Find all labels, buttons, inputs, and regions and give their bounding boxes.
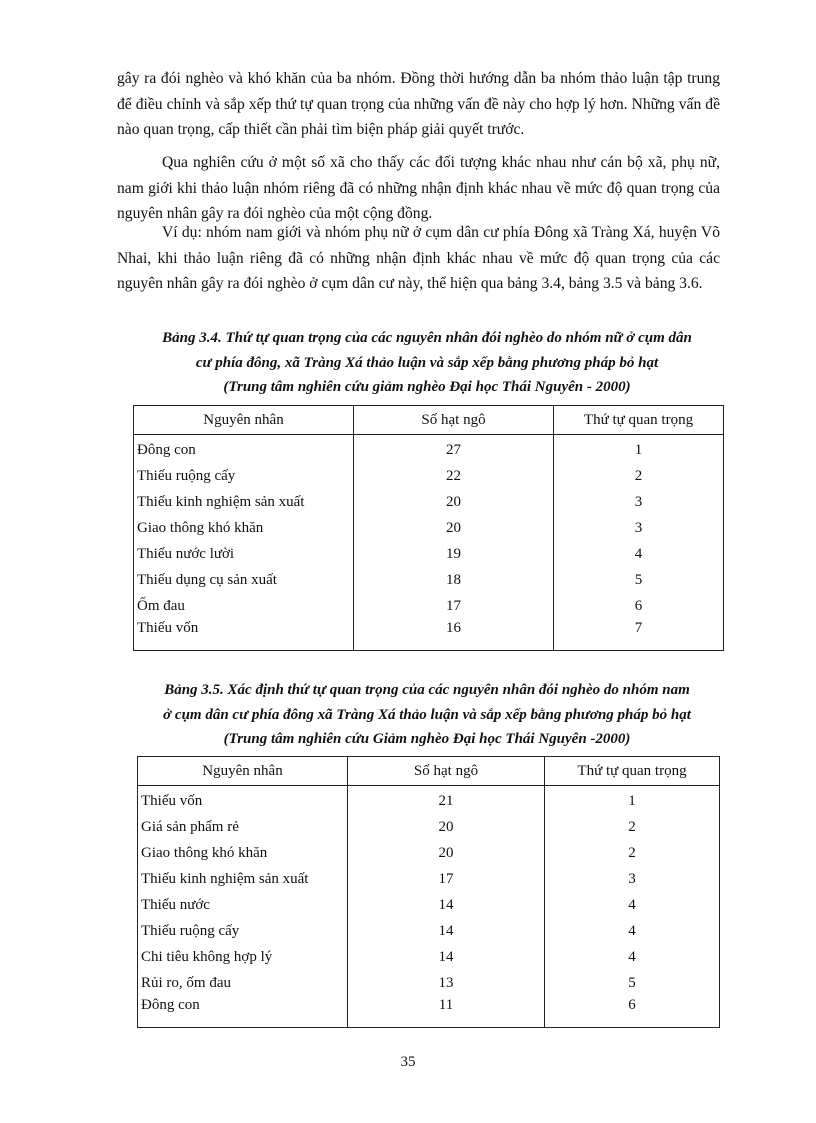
cell-cause: Chi tiêu không hợp lý (138, 944, 348, 970)
table-row (134, 541, 724, 567)
cell-seed-count: 20 (354, 515, 554, 541)
header-seed-count: Số hạt ngô (354, 406, 554, 435)
table-header-row (134, 406, 724, 435)
cell-rank: 3 (554, 515, 724, 541)
cell-rank: 5 (554, 567, 724, 593)
cell-seed-count: 13 (348, 970, 545, 996)
cell-cause: Ốm đau (134, 593, 354, 619)
cell-cause: Giao thông khó khăn (134, 515, 354, 541)
table-row (134, 619, 724, 651)
cell-seed-count: 19 (354, 541, 554, 567)
caption-line: cư phía đông, xã Tràng Xá thảo luận và sắp xếp bằng phương pháp bỏ hạt (195, 354, 659, 371)
table-row (134, 593, 724, 619)
header-seed-count: Số hạt ngô (348, 757, 545, 786)
header-cause: Nguyên nhân (134, 406, 354, 435)
table-row (138, 918, 720, 944)
caption-line: Bảng 3.4. Thứ tự quan trọng của các nguyên nhân đói nghèo do nhóm nữ ở cụm dân (162, 330, 692, 346)
cell-rank: 3 (545, 866, 720, 892)
cell-cause: Thiếu vốn (134, 619, 354, 651)
cell-seed-count: 17 (354, 593, 554, 619)
cell-rank: 2 (545, 814, 720, 840)
caption-line: (Trung tâm nghiên cứu Giảm nghèo Đại học Thái Nguyên -2000) (223, 731, 631, 747)
cell-rank: 2 (554, 463, 724, 489)
table-row (138, 866, 720, 892)
cell-cause: Rủi ro, ốm đau (138, 970, 348, 996)
caption-line: Bảng 3.5. Xác định thứ tự quan trọng của các nguyên nhân đói nghèo do nhóm nam (164, 682, 690, 698)
table-row (134, 515, 724, 541)
cell-seed-count: 11 (348, 996, 545, 1028)
table-row (138, 944, 720, 970)
cell-cause: Giá sản phẩm rẻ (138, 814, 348, 840)
cell-seed-count: 17 (348, 866, 545, 892)
paragraph-intro: gây ra đói nghèo và khó khăn của ba nhóm. Đồng thời hướng dẫn ba nhóm thảo luận tập trung để điều chỉnh và sắp xếp thứ tự quan trọng của những vấn đề này cho hợp lý hơn. Những vấn đề nào quan trọng, cấp thiết cần phải tìm biện pháp giải quyết trước. (117, 70, 720, 139)
table-row (134, 489, 724, 515)
cell-cause: Đông con (134, 435, 354, 464)
cell-cause: Đông con (138, 996, 348, 1028)
table-row (138, 786, 720, 815)
table-row (138, 814, 720, 840)
table-row (138, 892, 720, 918)
cell-rank: 3 (554, 489, 724, 515)
table-3-4 (133, 405, 724, 651)
cell-seed-count: 22 (354, 463, 554, 489)
header-rank: Thứ tự quan trọng (545, 757, 720, 786)
cell-rank: 1 (545, 786, 720, 815)
cell-seed-count: 27 (354, 435, 554, 464)
table-3-4-caption (117, 326, 737, 400)
table-3-5-caption (117, 678, 737, 752)
cell-cause: Thiếu vốn (138, 786, 348, 815)
cell-rank: 4 (545, 918, 720, 944)
table-header-row (138, 757, 720, 786)
cell-cause: Thiếu ruộng cấy (134, 463, 354, 489)
cell-cause: Thiếu ruộng cấy (138, 918, 348, 944)
paragraph-research: Qua nghiên cứu ở một số xã cho thấy các đối tượng khác nhau như cán bộ xã, phụ nữ, nam giới khi thảo luận nhóm riêng đã có những nhận định khác nhau về mức độ quan trọng của nguyên nhân gây ra đói nghèo của một cộng đồng. (117, 154, 720, 223)
cell-rank: 4 (545, 892, 720, 918)
table-row (134, 463, 724, 489)
paragraph-example: Ví dụ: nhóm nam giới và nhóm phụ nữ ở cụm dân cư phía Đông xã Tràng Xá, huyện Võ Nhai, khi thảo luận riêng đã có những nhận định khác nhau về mức độ quan trọng của các nguyên nhân gây ra đói nghèo ở cụm dân cư này, thể hiện qua bảng 3.4, bảng 3.5 và bảng 3.6. (117, 224, 720, 293)
table-row (134, 567, 724, 593)
header-rank: Thứ tự quan trọng (554, 406, 724, 435)
cell-rank: 1 (554, 435, 724, 464)
cell-seed-count: 21 (348, 786, 545, 815)
table-row (134, 435, 724, 464)
table-row (138, 970, 720, 996)
caption-line: (Trung tâm nghiên cứu giảm nghèo Đại học Thái Nguyên - 2000) (223, 379, 631, 395)
cell-seed-count: 20 (354, 489, 554, 515)
cell-rank: 4 (554, 541, 724, 567)
cell-seed-count: 14 (348, 892, 545, 918)
cell-seed-count: 20 (348, 840, 545, 866)
caption-line: ở cụm dân cư phía đông xã Tràng Xá thảo luận và sắp xếp bằng phương pháp bỏ hạt (163, 706, 691, 723)
table-3-5 (137, 756, 720, 1028)
cell-cause: Thiếu nước lười (134, 541, 354, 567)
cell-cause: Thiếu dụng cụ sản xuất (134, 567, 354, 593)
page-number: 35 (400, 1054, 416, 1070)
cell-cause: Thiếu kinh nghiệm sản xuất (134, 489, 354, 515)
cell-rank: 4 (545, 944, 720, 970)
cell-cause: Giao thông khó khăn (138, 840, 348, 866)
cell-rank: 5 (545, 970, 720, 996)
cell-seed-count: 14 (348, 944, 545, 970)
cell-cause: Thiếu kinh nghiệm sản xuất (138, 866, 348, 892)
header-cause: Nguyên nhân (138, 757, 348, 786)
cell-seed-count: 20 (348, 814, 545, 840)
cell-rank: 6 (554, 593, 724, 619)
cell-rank: 7 (554, 619, 724, 651)
cell-seed-count: 14 (348, 918, 545, 944)
cell-seed-count: 18 (354, 567, 554, 593)
cell-cause: Thiếu nước (138, 892, 348, 918)
table-row (138, 996, 720, 1028)
cell-rank: 6 (545, 996, 720, 1028)
cell-seed-count: 16 (354, 619, 554, 651)
cell-rank: 2 (545, 840, 720, 866)
table-row (138, 840, 720, 866)
